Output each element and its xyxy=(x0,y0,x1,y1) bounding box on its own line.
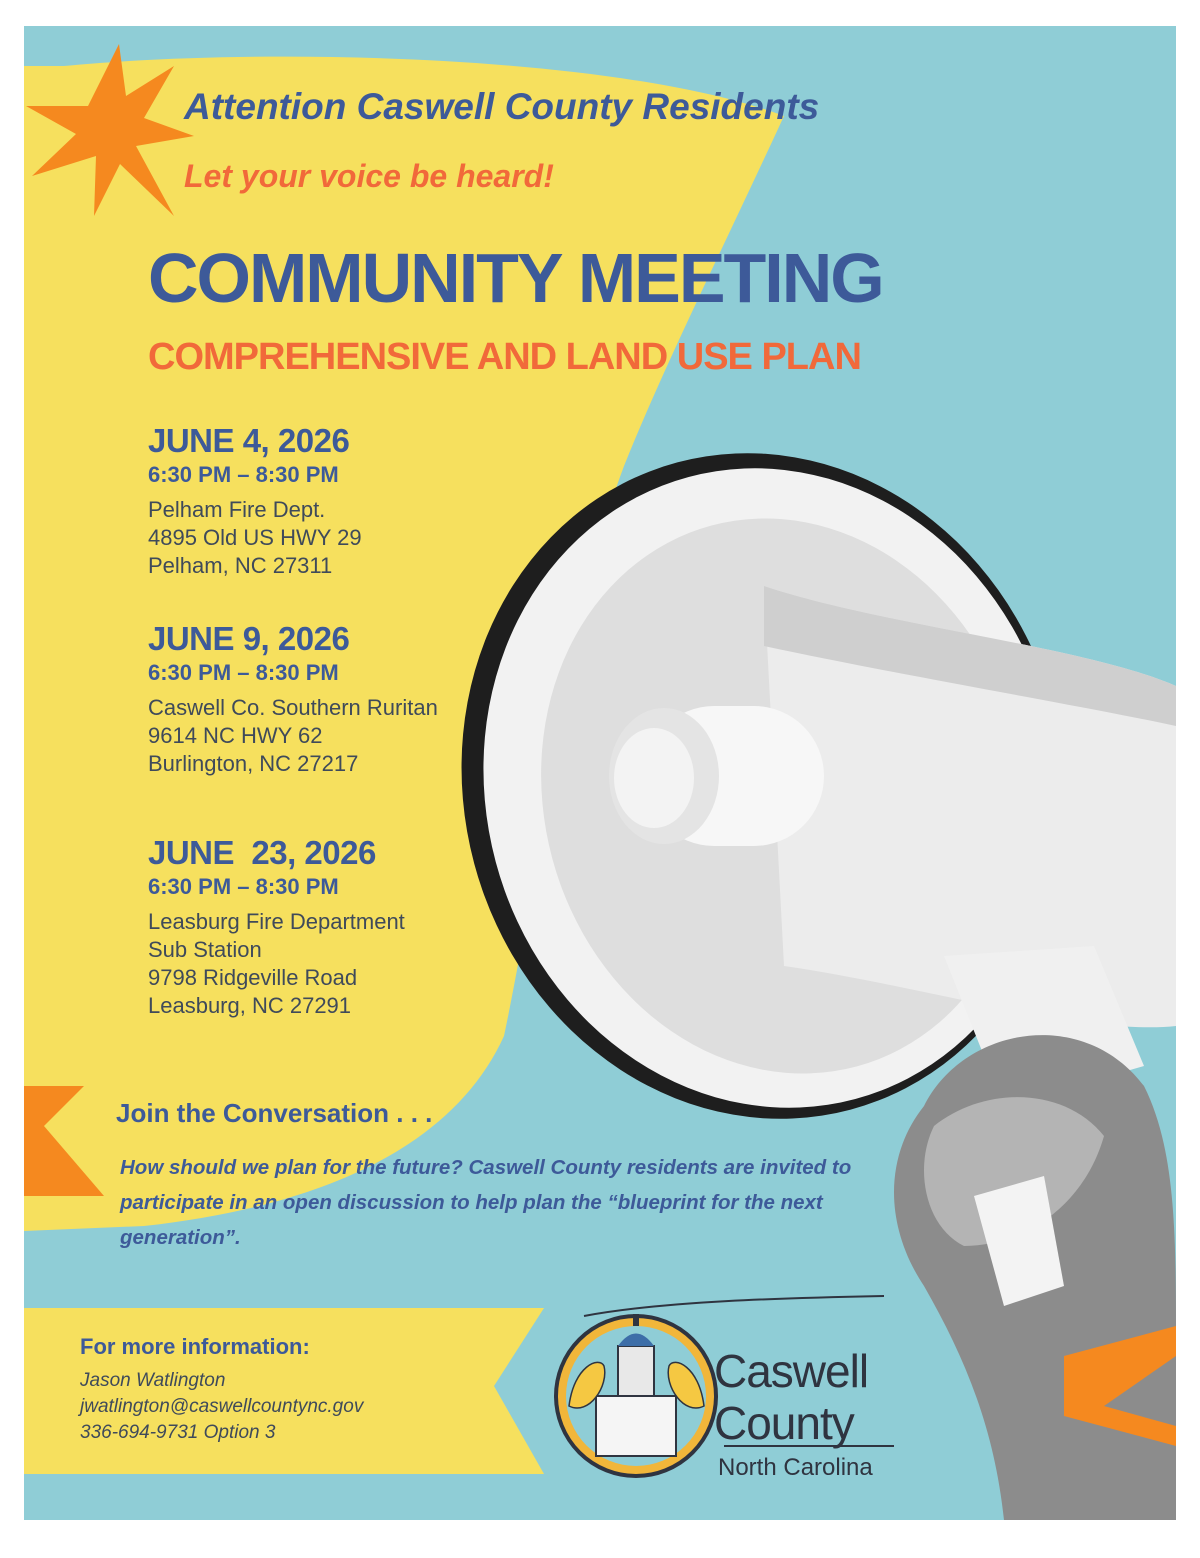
subheadline-part2: LAND USE PLAN xyxy=(565,336,861,378)
event-date: JUNE 9, 2026 xyxy=(148,620,350,657)
event-1 xyxy=(148,422,362,580)
logo-text-county: County xyxy=(714,1397,854,1449)
event-time: 6:30 PM – 8:30 PM xyxy=(148,874,339,899)
plan-subheadline xyxy=(148,336,861,379)
event-address-line: 9614 NC HWY 62 xyxy=(148,723,323,748)
event-address-line: Leasburg Fire Department xyxy=(148,909,405,934)
event-address-line: Leasburg, NC 27291 xyxy=(148,993,352,1018)
flyer xyxy=(24,26,1176,1520)
tagline: Let your voice be heard! xyxy=(184,158,554,194)
subheadline-part1: COMPREHENSIVE AND xyxy=(148,336,557,378)
logo-text-state: North Carolina xyxy=(718,1454,873,1481)
meeting-headline xyxy=(148,238,883,318)
logo-text-caswell: Caswell xyxy=(714,1345,869,1397)
info-title: For more information: xyxy=(80,1334,310,1359)
contact-email[interactable]: jwatlington@caswellcountync.gov xyxy=(80,1396,364,1417)
event-date: JUNE 23, 2026 xyxy=(148,834,376,871)
event-time: 6:30 PM – 8:30 PM xyxy=(148,462,339,487)
event-date: JUNE 4, 2026 xyxy=(148,422,350,459)
event-3 xyxy=(148,834,405,1020)
event-address-line: Pelham, NC 27311 xyxy=(148,553,333,578)
contact-name: Jason Watlington xyxy=(80,1370,226,1391)
join-title: Join the Conversation . . . xyxy=(116,1098,433,1128)
event-address-line: Caswell Co. Southern Ruritan xyxy=(148,695,438,720)
event-address-line: Burlington, NC 27217 xyxy=(148,751,359,776)
event-address-line: 4895 Old US HWY 29 xyxy=(148,525,362,550)
headline-part1: COMMUNITY xyxy=(148,239,561,317)
event-time: 6:30 PM – 8:30 PM xyxy=(148,660,339,685)
event-2 xyxy=(148,620,438,778)
attention-heading: Attention Caswell County Residents xyxy=(184,86,820,127)
contact-phone[interactable]: 336-694-9731 Option 3 xyxy=(80,1422,276,1443)
join-body: How should we plan for the future? Caswell County residents are invited to participate in an open discussion to help plan the “blueprint for the next generation”. xyxy=(120,1156,852,1249)
event-address-line: 9798 Ridgeville Road xyxy=(148,965,358,990)
event-address-line: Pelham Fire Dept. xyxy=(148,497,326,522)
event-address-line: Sub Station xyxy=(148,937,262,962)
headline-part2: MEETING xyxy=(577,239,883,317)
